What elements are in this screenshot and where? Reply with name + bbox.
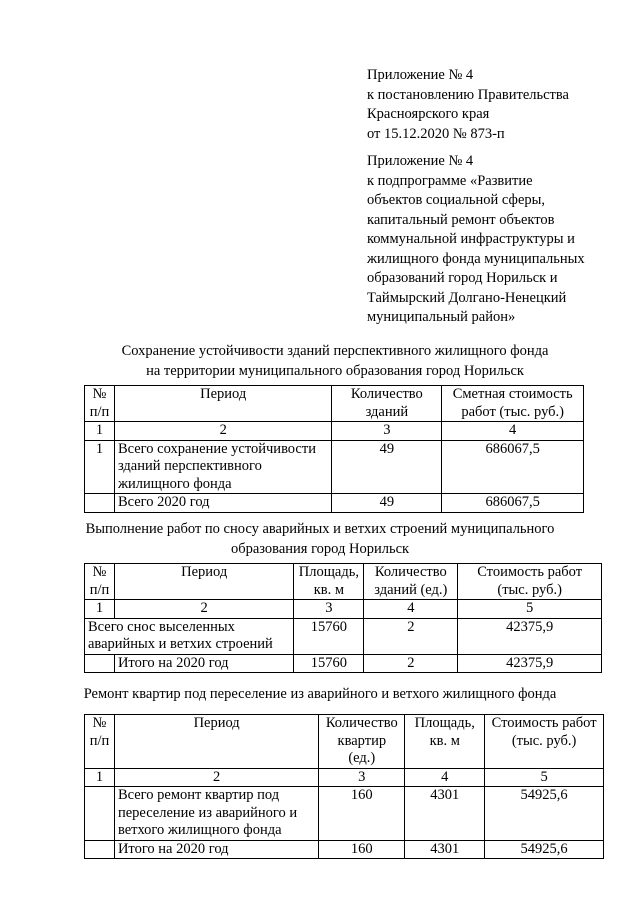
empty-cell xyxy=(85,654,115,673)
total-label-cell: Итого на 2020 год xyxy=(114,840,318,859)
header-cell: № п/п xyxy=(85,564,115,600)
section-title-apartment-repair xyxy=(10,685,630,705)
col-number-cell: 5 xyxy=(485,768,604,787)
title-line: Выполнение работ по сносу аварийных и ветхих строений муниципального xyxy=(85,521,555,537)
total-count-cell: 2 xyxy=(364,654,458,673)
appendix-line: Красноярского края xyxy=(367,106,490,122)
header-cell: Сметная стоимость работ (тыс. руб.) xyxy=(442,386,584,422)
col-number-cell: 4 xyxy=(405,768,485,787)
table-header-row xyxy=(85,386,584,422)
col-number-cell: 2 xyxy=(114,600,293,619)
header-cell: Количество квартир (ед.) xyxy=(319,715,405,769)
column-number-row xyxy=(85,768,604,787)
period-cell: Всего сохранение устойчивости зданий перспективного жилищного фонда xyxy=(114,440,331,494)
col-number-cell: 1 xyxy=(85,768,115,787)
title-line: образования город Норильск xyxy=(230,540,410,557)
col-number-cell: 3 xyxy=(319,768,405,787)
col-number-cell: 3 xyxy=(332,422,442,441)
header-cell: Количество зданий (ед.) xyxy=(364,564,458,600)
total-row xyxy=(85,654,602,673)
appendix-line: объектов социальной сферы, xyxy=(367,192,545,208)
appendix-line: к постановлению Правительства xyxy=(367,86,569,103)
table-row xyxy=(85,787,604,841)
table-demolition xyxy=(84,563,602,673)
count-cell: 49 xyxy=(332,440,442,494)
total-label-cell: Всего 2020 год xyxy=(114,494,331,513)
appendix-line: Таймырский Долгано-Ненецкий xyxy=(367,289,567,306)
header-cell: Период xyxy=(114,715,318,769)
total-cost-cell: 686067,5 xyxy=(442,494,584,513)
total-area-cell: 15760 xyxy=(294,654,364,673)
col-number-cell: 2 xyxy=(114,422,331,441)
title-line: Сохранение устойчивости зданий перспективного жилищного фонда xyxy=(121,343,549,359)
header-cell: Период xyxy=(114,564,293,600)
section-title-demolition xyxy=(10,520,630,559)
header-cell: Площадь, кв. м xyxy=(294,564,364,600)
header-cell: Стоимость работ (тыс. руб.) xyxy=(458,564,602,600)
row-number-cell: 1 xyxy=(85,440,115,494)
total-area-cell: 4301 xyxy=(405,840,485,859)
column-number-row xyxy=(85,422,584,441)
appendix-line: капитальный ремонт объектов xyxy=(367,211,555,228)
col-number-cell: 4 xyxy=(364,600,458,619)
header-cell: Количество зданий xyxy=(332,386,442,422)
total-count-cell: 160 xyxy=(319,840,405,859)
col-number-cell: 2 xyxy=(114,768,318,787)
section-title-preservation xyxy=(30,342,637,381)
cost-cell: 54925,6 xyxy=(485,787,604,841)
title-line: на территории муниципального образования город Норильск xyxy=(146,362,524,379)
table-row xyxy=(85,618,602,654)
total-count-cell: 49 xyxy=(332,494,442,513)
count-cell: 160 xyxy=(319,787,405,841)
col-number-cell: 1 xyxy=(85,422,115,441)
total-row xyxy=(85,494,584,513)
total-label-cell: Итого на 2020 год xyxy=(114,654,293,673)
table-header-row xyxy=(85,715,604,769)
header-cell: № п/п xyxy=(85,715,115,769)
appendix-line: Приложение № 4 xyxy=(367,67,474,83)
appendix-header-subprogram xyxy=(367,152,585,328)
appendix-header-resolution xyxy=(367,66,569,144)
header-cell: Площадь, кв. м xyxy=(405,715,485,769)
cost-cell: 42375,9 xyxy=(458,618,602,654)
empty-cell xyxy=(85,787,115,841)
col-number-cell: 1 xyxy=(85,600,115,619)
table-preservation xyxy=(84,385,584,513)
table-row xyxy=(85,440,584,494)
empty-cell xyxy=(85,494,115,513)
period-cell: Всего снос выселенных аварийных и ветхих строений xyxy=(85,618,294,654)
area-cell: 15760 xyxy=(294,618,364,654)
appendix-line: Приложение № 4 xyxy=(367,153,474,169)
appendix-line: от 15.12.2020 № 873-п xyxy=(367,125,505,142)
header-cell: Период xyxy=(114,386,331,422)
period-cell: Всего ремонт квартир под переселение из аварийного и ветхого жилищного фонда xyxy=(114,787,318,841)
appendix-line: коммунальной инфраструктуры и xyxy=(367,231,575,247)
table-header-row xyxy=(85,564,602,600)
area-cell: 4301 xyxy=(405,787,485,841)
table-apartment-repair xyxy=(84,714,604,859)
total-cost-cell: 42375,9 xyxy=(458,654,602,673)
count-cell: 2 xyxy=(364,618,458,654)
title-line: Ремонт квартир под переселение из аварийного и ветхого жилищного фонда xyxy=(83,686,557,702)
header-cell: № п/п xyxy=(85,386,115,422)
appendix-line: к подпрограмме «Развитие xyxy=(367,172,533,189)
col-number-cell: 5 xyxy=(458,600,602,619)
empty-cell xyxy=(85,840,115,859)
cost-cell: 686067,5 xyxy=(442,440,584,494)
appendix-line: образований город Норильск и xyxy=(367,270,558,286)
appendix-line: жилищного фонда муниципальных xyxy=(367,250,585,267)
col-number-cell: 4 xyxy=(442,422,584,441)
total-row xyxy=(85,840,604,859)
column-number-row xyxy=(85,600,602,619)
col-number-cell: 3 xyxy=(294,600,364,619)
header-cell: Стоимость работ (тыс. руб.) xyxy=(485,715,604,769)
appendix-line: муниципальный район» xyxy=(367,309,516,325)
total-cost-cell: 54925,6 xyxy=(485,840,604,859)
